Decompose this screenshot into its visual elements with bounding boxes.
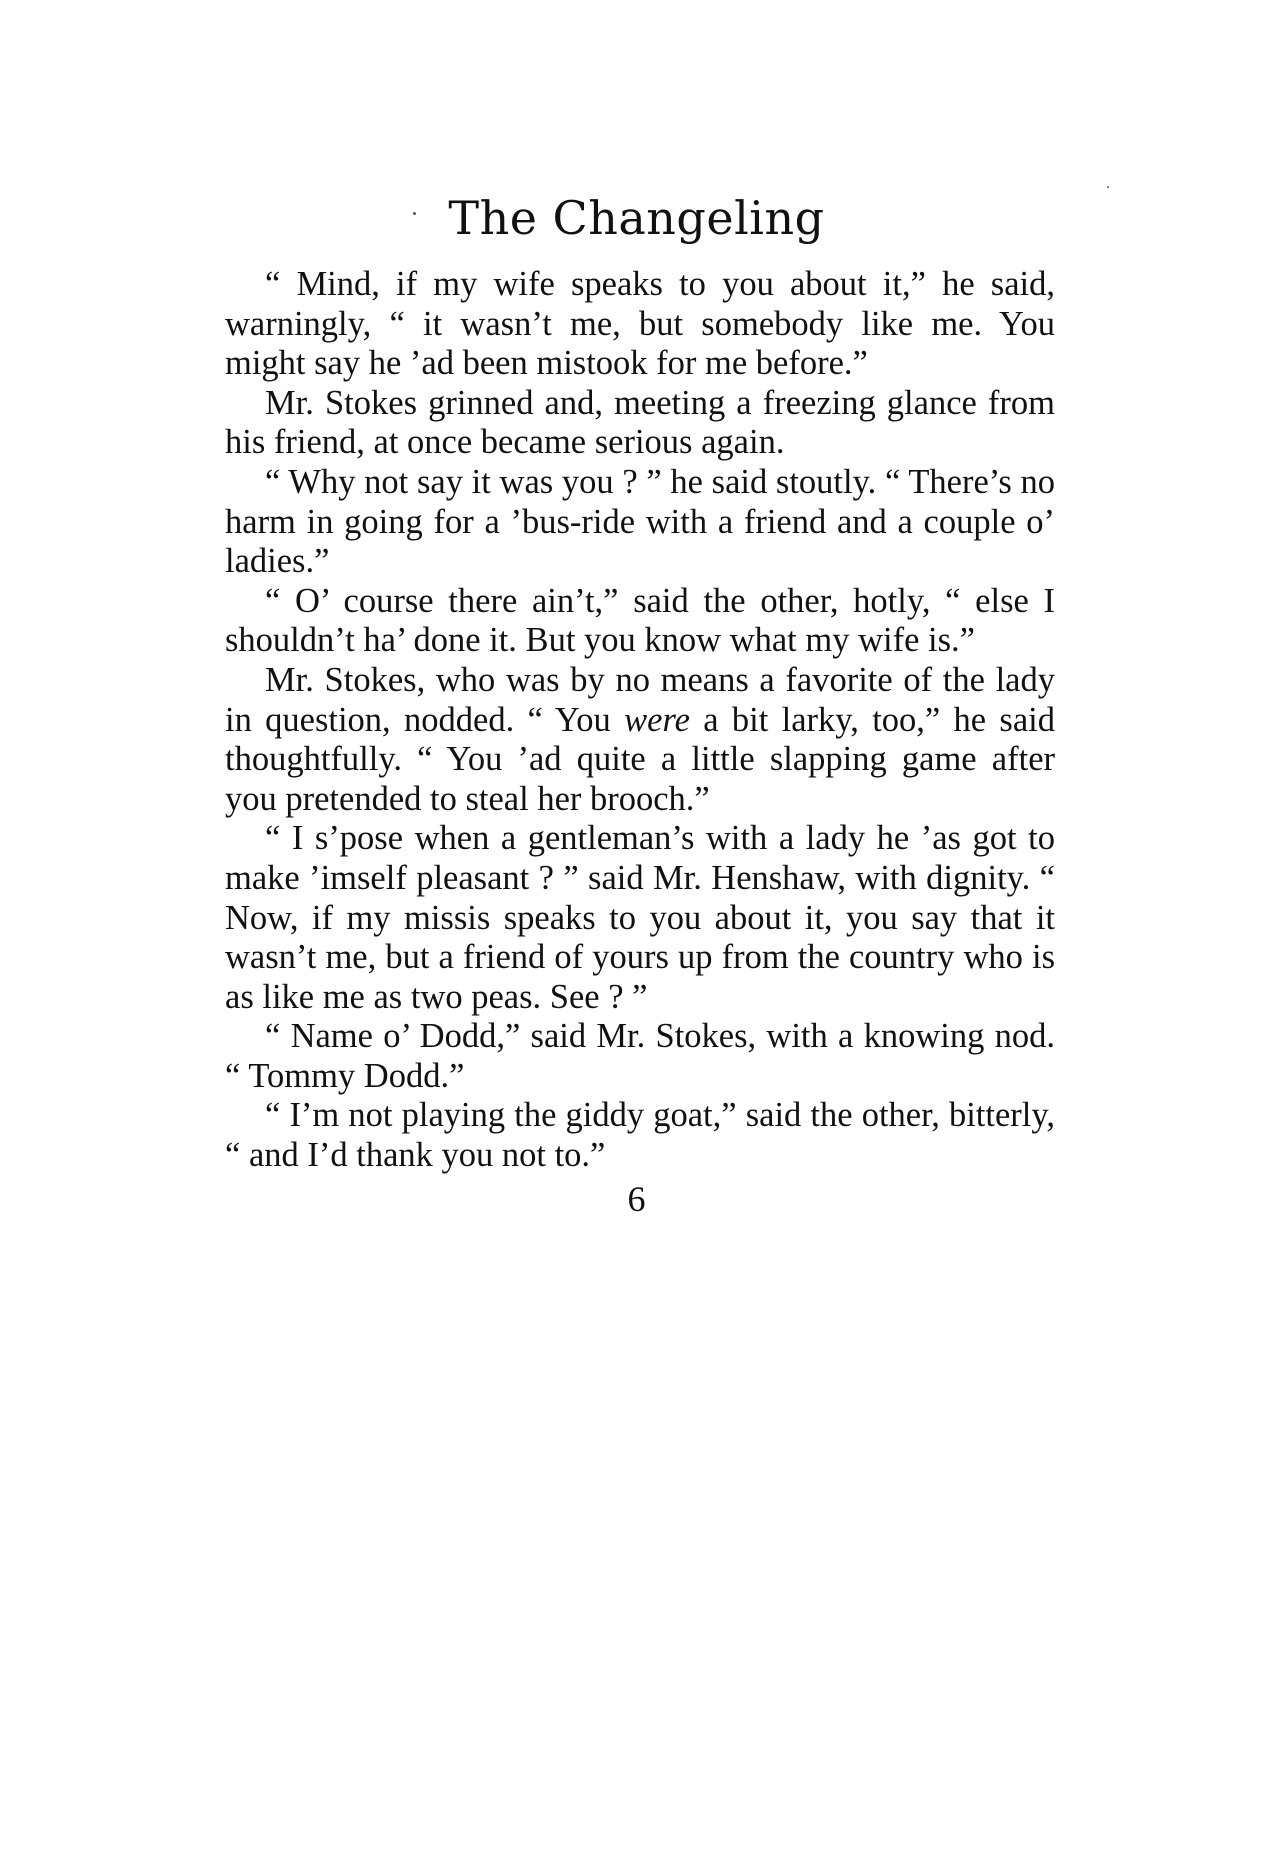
paragraph-text: “ I’m not playing the giddy goat,” said the other, bitterly, “ and I’d thank you not to.”	[225, 1096, 1055, 1175]
paragraph	[225, 582, 1055, 661]
paragraph	[225, 463, 1055, 582]
body-text	[225, 265, 1055, 1176]
paragraph-text: “ I s’pose when a gentleman’s with a lady he ’as got to make ’imself pleasant ? ” said Mr. Henshaw, with dignity. “ Now, if my missis speaks to you about it, you say that it wasn’t me, but a friend of yours up from the country who is as like me as two peas. See ? ”	[225, 819, 1055, 1016]
paragraph-text: “ Why not say it was you ? ” he said stoutly. “ There’s no harm in going for a ’bus-ride with a friend and a couple o’ ladies.”	[225, 462, 1055, 581]
paragraph	[225, 1096, 1055, 1175]
paragraph-text: “ Name o’ Dodd,” said Mr. Stokes, with a knowing nod. “ Tommy Dodd.”	[225, 1017, 1055, 1095]
paragraph	[225, 661, 1055, 819]
paragraph-text: Mr. Stokes grinned and, meeting a freezing glance from his friend, at once became serious again.	[225, 383, 1055, 462]
paragraph-text: “ Mind, if my wife speaks to you about it,” he said, warningly, “ it wasn’t me, but somebody like me. You might say he ’ad been mistook for me before.”	[225, 265, 1055, 383]
paragraph-text: Mr. Stokes, who was by no means a favorite of the lady in question, nodded. “ You	[225, 660, 1055, 739]
paragraph	[225, 265, 1055, 384]
emphasized-word: were	[624, 700, 690, 739]
paragraph-text: “ O’ course there ain’t,” said the other, hotly, “ else I shouldn’t ha’ done it. But you know what my wife is.”	[225, 581, 1055, 660]
print-speck	[1107, 186, 1109, 188]
page-number: 6	[627, 1179, 646, 1219]
paragraph-text-continued: a bit larky, too,” he said thoughtfully. “ You ’ad quite a little slapping game after you pretended to steal her brooch.”	[225, 700, 1055, 818]
paragraph	[225, 1017, 1055, 1096]
paragraph	[225, 819, 1055, 1017]
print-speck	[413, 212, 416, 215]
running-head: The Changeling	[448, 191, 825, 245]
paragraph	[225, 384, 1055, 463]
